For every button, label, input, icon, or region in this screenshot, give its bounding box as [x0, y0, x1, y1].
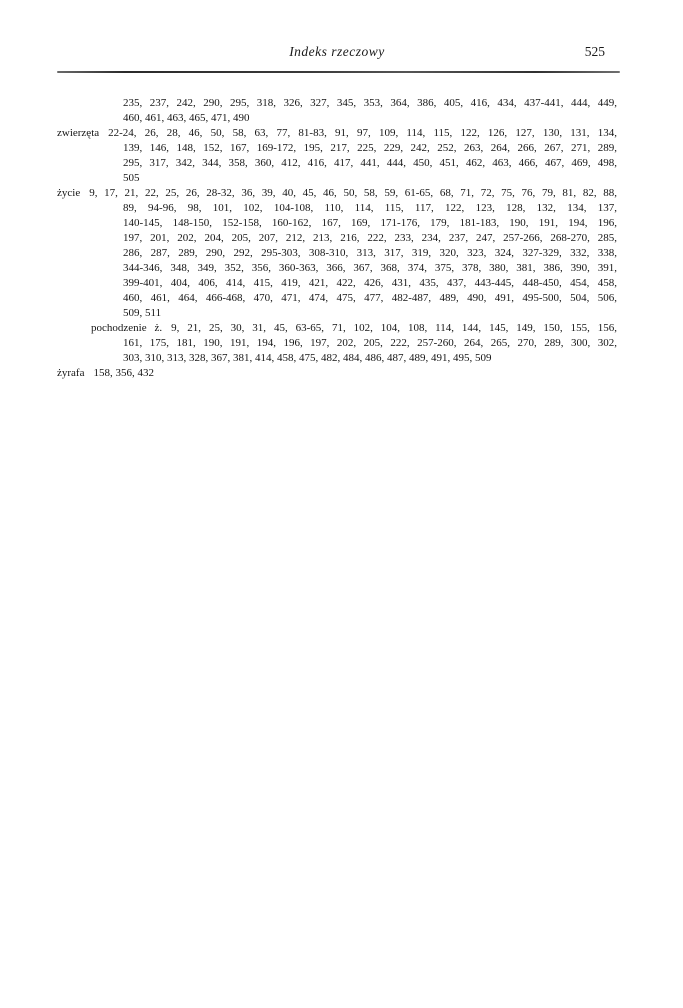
- index-entry-term: życie: [57, 187, 81, 199]
- index-line-continuation: 399-401, 404, 406, 414, 415, 419, 421, 422, 426, 431, 435, 437, 443-445, 448-450, 454, 458,: [123, 277, 617, 289]
- index-entry-numbers: 22-24, 26, 28, 46, 50, 58, 63, 77, 81-83, 91, 97, 109, 114, 115, 122, 126, 127, 130, 131, 134,: [108, 127, 617, 139]
- index-entry-term: pochodzenie ż.: [91, 322, 163, 334]
- index-body: [57, 96, 617, 381]
- index-entry-numbers: 9, 17, 21, 22, 25, 26, 28-32, 36, 39, 40, 45, 46, 50, 58, 59, 61-65, 68, 71, 72, 75, 76, 79, 81, 82, 88,: [89, 187, 617, 199]
- index-line-continuation: 197, 201, 202, 204, 205, 207, 212, 213, 216, 222, 233, 234, 237, 247, 257-266, 268-270, 285,: [123, 232, 617, 244]
- page-number: 525: [584, 44, 605, 59]
- running-header: [57, 44, 617, 64]
- index-line-continuation: 344-346, 348, 349, 352, 356, 360-363, 366, 367, 368, 374, 375, 378, 380, 381, 386, 390, 391,: [123, 262, 617, 274]
- index-line-continuation: 286, 287, 289, 290, 292, 295-303, 308-310, 313, 317, 319, 320, 323, 324, 327-329, 332, 338,: [123, 247, 617, 259]
- index-line-continuation: 460, 461, 463, 465, 471, 490: [123, 112, 250, 124]
- index-entry-numbers: 9, 21, 25, 30, 31, 45, 63-65, 71, 102, 104, 108, 114, 144, 145, 149, 150, 155, 156,: [171, 322, 617, 334]
- index-line-continuation: 295, 317, 342, 344, 358, 360, 412, 416, 417, 441, 444, 450, 451, 462, 463, 466, 467, 469, 498,: [123, 157, 617, 169]
- index-line-continuation: 505: [123, 172, 140, 184]
- running-head-title: Indeks rzeczowy: [289, 44, 385, 59]
- index-entry-zycie: [57, 186, 617, 201]
- index-line-continuation: 140-145, 148-150, 152-158, 160-162, 167, 169, 171-176, 179, 181-183, 190, 191, 194, 196,: [123, 217, 617, 229]
- index-entry-numbers: 158, 356, 432: [93, 367, 154, 379]
- index-entry-zwierzeta: [57, 126, 617, 141]
- index-entry-term: zwierzęta: [57, 127, 100, 139]
- index-entry-term: żyrafa: [57, 367, 85, 379]
- index-entry-zyrafa: [57, 366, 617, 381]
- index-line-continuation: 303, 310, 313, 328, 367, 381, 414, 458, 475, 482, 484, 486, 487, 489, 491, 495, 509: [123, 352, 492, 364]
- header-rule: [57, 71, 620, 73]
- index-line-continuation: 139, 146, 148, 152, 167, 169-172, 195, 217, 225, 229, 242, 252, 263, 264, 266, 267, 271, 289,: [123, 142, 617, 154]
- index-line-continuation: 509, 511: [123, 307, 162, 319]
- index-line-continuation: 89, 94-96, 98, 101, 102, 104-108, 110, 114, 115, 117, 122, 123, 128, 132, 134, 137,: [123, 202, 617, 214]
- index-line-continuation: 161, 175, 181, 190, 191, 194, 196, 197, 202, 205, 222, 257-260, 264, 265, 270, 289, 300, 302,: [123, 337, 617, 349]
- index-line-continuation: 460, 461, 464, 466-468, 470, 471, 474, 475, 477, 482-487, 489, 490, 491, 495-500, 504, 506,: [123, 292, 617, 304]
- index-subentry-pochodzenie: [57, 321, 617, 336]
- index-line-continuation: 235, 237, 242, 290, 295, 318, 326, 327, 345, 353, 364, 386, 405, 416, 434, 437-441, 444, 449,: [123, 97, 617, 109]
